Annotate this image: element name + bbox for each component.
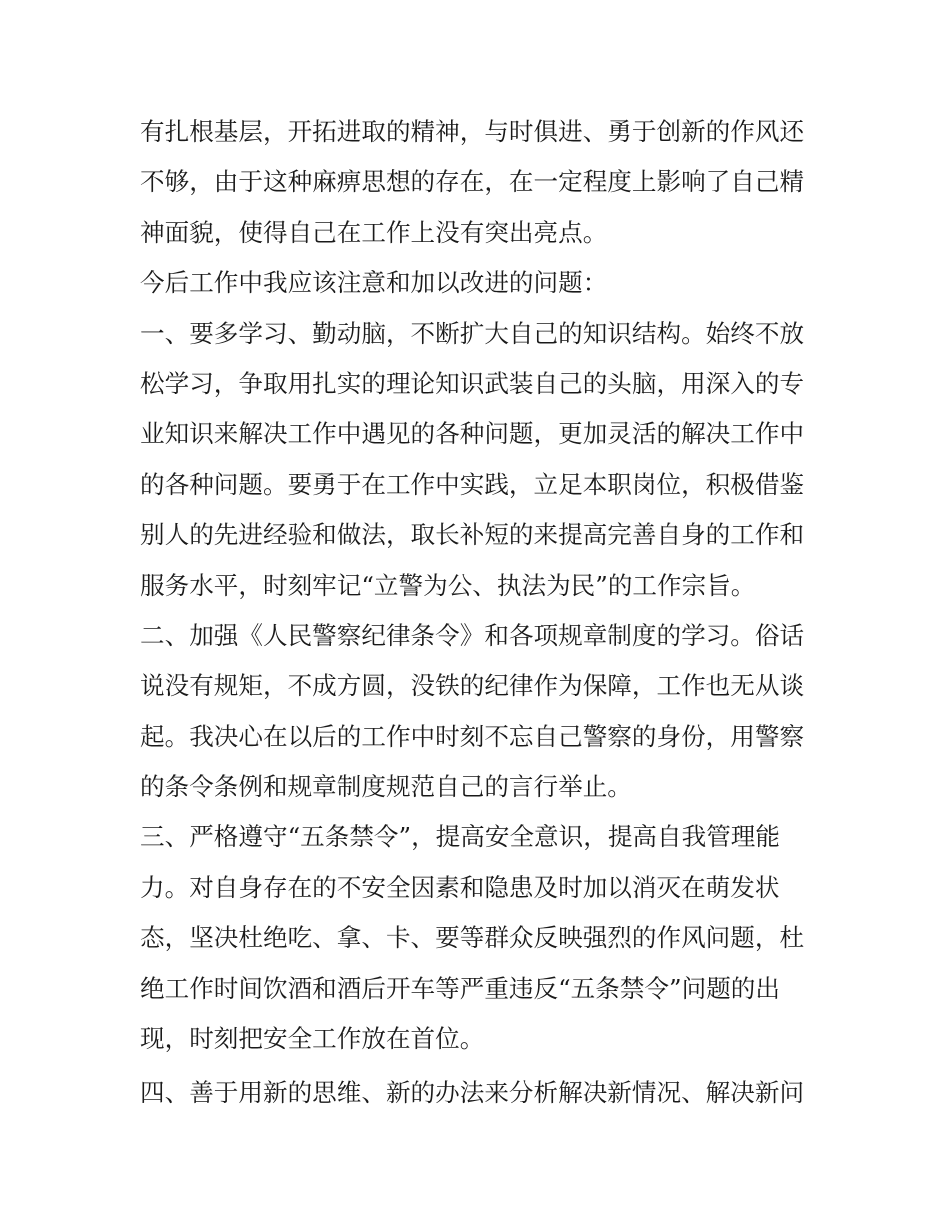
text-line: 的各种问题。要勇于在工作中实践，立足本职岗位，积极借鉴	[140, 469, 805, 499]
text-line: 三、严格遵守“五条禁令”，提高安全意识，提高自我管理能	[140, 822, 780, 852]
text-line: 业知识来解决工作中遇见的各种问题，更加灵活的解决工作中	[140, 419, 805, 449]
document-body	[140, 107, 820, 1119]
text-line: 态，坚决杜绝吃、拿、卡、要等群众反映强烈的作风问题，杜	[140, 923, 805, 953]
text-line: 服务水平，时刻牢记“立警为公、执法为民”的工作宗旨。	[140, 570, 756, 600]
text-line: 神面貌，使得自己在工作上没有突出亮点。	[140, 217, 608, 247]
text-line: 松学习，争取用扎实的理论知识武装自己的头脑，用深入的专	[140, 368, 805, 398]
text-line: 绝工作时间饮酒和酒后开车等严重违反“五条禁令”问题的出	[140, 973, 780, 1003]
text-line: 别人的先进经验和做法，取长补短的来提高完善自身的工作和	[140, 520, 805, 550]
text-line: 有扎根基层，开拓进取的精神，与时俱进、勇于创新的作风还	[140, 117, 805, 146]
text-line: 一、要多学习、勤动脑，不断扩大自己的知识结构。始终不放	[140, 318, 805, 348]
text-line: 说没有规矩，不成方圆，没铁的纪律作为保障，工作也无从谈	[140, 671, 805, 701]
text-line: 起。我决心在以后的工作中时刻不忘自己警察的身份，用警察	[140, 721, 805, 751]
text-line: 不够，由于这种麻痹思想的存在，在一定程度上影响了自己精	[140, 167, 805, 197]
text-line: 四、善于用新的思维、新的办法来分析解决新情况、解决新问	[140, 1078, 805, 1108]
text-line: 现，时刻把安全工作放在首位。	[140, 1024, 485, 1054]
text-line: 的条令条例和规章制度规范自己的言行举止。	[140, 772, 632, 802]
text-line: 今后工作中我应该注意和加以改进的问题：	[140, 268, 608, 298]
text-line: 力。对自身存在的不安全因素和隐患及时加以消灭在萌发状	[140, 872, 780, 902]
text-line: 二、加强《人民警察纪律条令》和各项规章制度的学习。俗话	[140, 620, 805, 650]
